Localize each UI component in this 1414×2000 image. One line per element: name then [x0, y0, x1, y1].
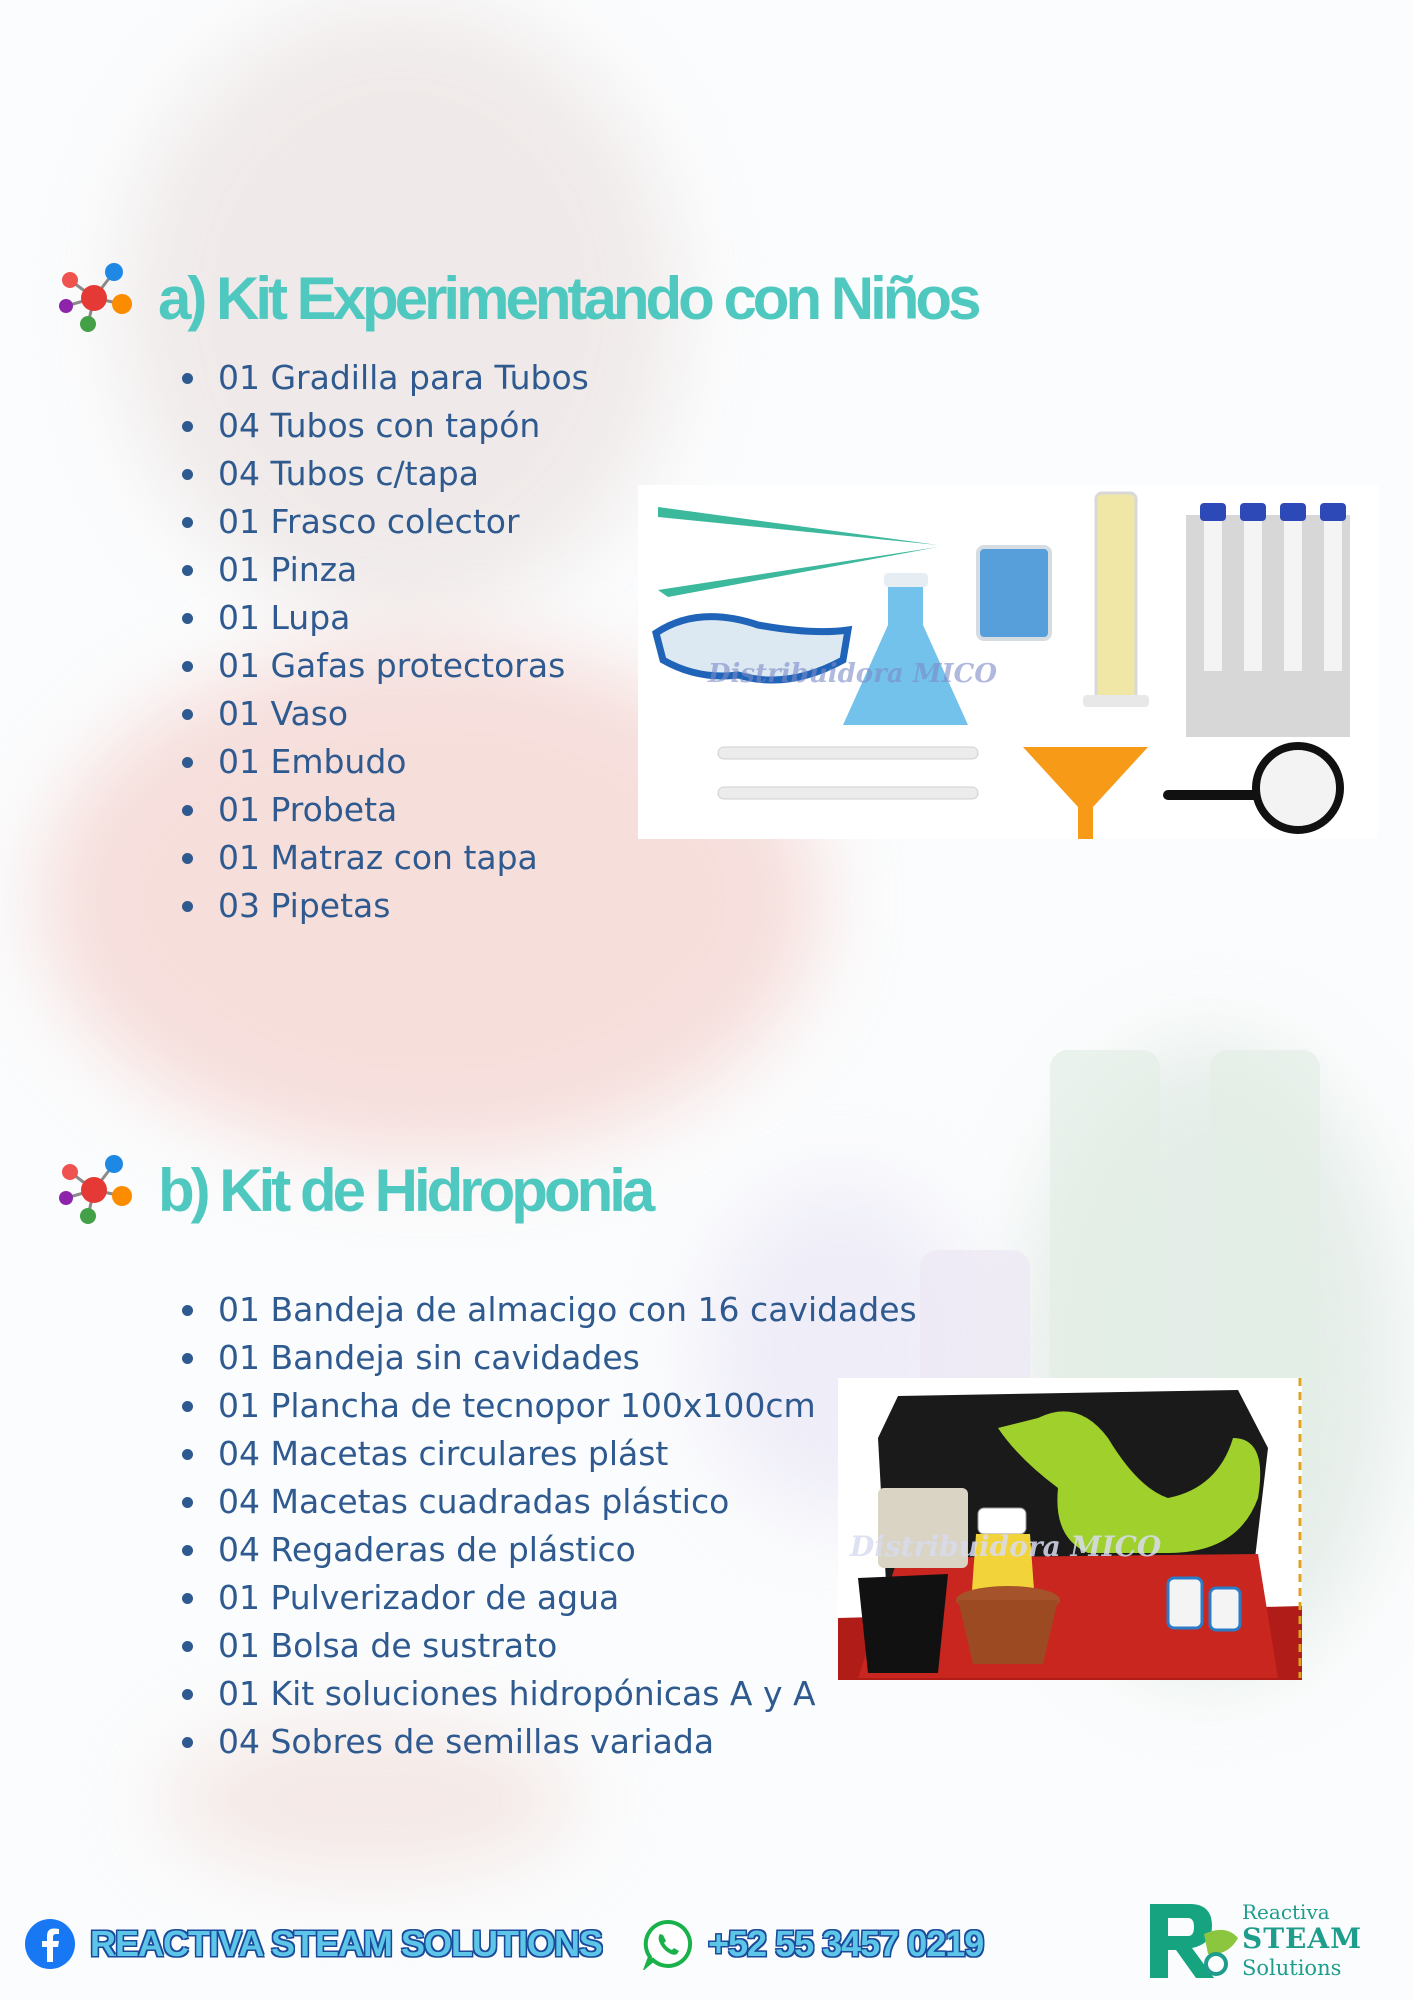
footer-contact	[24, 1918, 983, 1970]
list-item: 01 Embudo	[178, 738, 589, 786]
section-b-heading	[52, 1150, 651, 1230]
list-item: 01 Matraz con tapa	[178, 834, 589, 882]
list-item: 01 Frasco colector	[178, 498, 589, 546]
list-item: 01 Bandeja de almacigo con 16 cavidades	[178, 1286, 917, 1334]
list-item: 01 Bandeja sin cavidades	[178, 1334, 917, 1382]
list-item: 01 Gafas protectoras	[178, 642, 589, 690]
list-item: 04 Macetas circulares plást	[178, 1430, 917, 1478]
section-b-title: b) Kit de Hidroponia	[158, 1156, 652, 1224]
list-item: 04 Tubos con tapón	[178, 402, 589, 450]
list-item: 01 Bolsa de sustrato	[178, 1622, 917, 1670]
hydroponics-kit-photo	[838, 1378, 1302, 1680]
whatsapp-icon[interactable]	[642, 1918, 694, 1970]
logo-line-reactiva: Reactiva	[1242, 1900, 1330, 1924]
section-a-heading	[52, 258, 977, 338]
photo-watermark: Distribuidora MICO	[708, 659, 998, 689]
molecule-icon	[52, 258, 136, 338]
logo-line-steam: STEAM	[1242, 1922, 1363, 1955]
list-item: 04 Sobres de semillas variada	[178, 1718, 917, 1766]
logo-line-solutions: Solutions	[1242, 1956, 1342, 1980]
facebook-icon[interactable]	[24, 1918, 76, 1970]
molecule-icon	[52, 1150, 136, 1230]
whatsapp-number[interactable]: +52 55 3457 0219	[708, 1923, 984, 1964]
reactiva-steam-logo	[1146, 1898, 1372, 1982]
facebook-page-name[interactable]: REACTIVA STEAM SOLUTIONS	[90, 1923, 603, 1964]
list-item: 04 Tubos c/tapa	[178, 450, 589, 498]
list-item: 04 Regaderas de plástico	[178, 1526, 917, 1574]
list-item: 01 Plancha de tecnopor 100x100cm	[178, 1382, 917, 1430]
list-item: 01 Vaso	[178, 690, 589, 738]
list-item: 01 Lupa	[178, 594, 589, 642]
section-a-item-list	[178, 354, 589, 930]
photo-watermark: Distribuidora MICO	[850, 1530, 1162, 1563]
list-item: 01 Pinza	[178, 546, 589, 594]
section-b-item-list	[178, 1286, 917, 1766]
list-item: 03 Pipetas	[178, 882, 589, 930]
list-item: 01 Pulverizador de agua	[178, 1574, 917, 1622]
list-item: 01 Kit soluciones hidropónicas A y A	[178, 1670, 917, 1718]
list-item: 01 Probeta	[178, 786, 589, 834]
list-item: 01 Gradilla para Tubos	[178, 354, 589, 402]
section-a-title: a) Kit Experimentando con Niños	[158, 264, 978, 332]
lab-kit-photo	[638, 485, 1378, 839]
list-item: 04 Macetas cuadradas plástico	[178, 1478, 917, 1526]
